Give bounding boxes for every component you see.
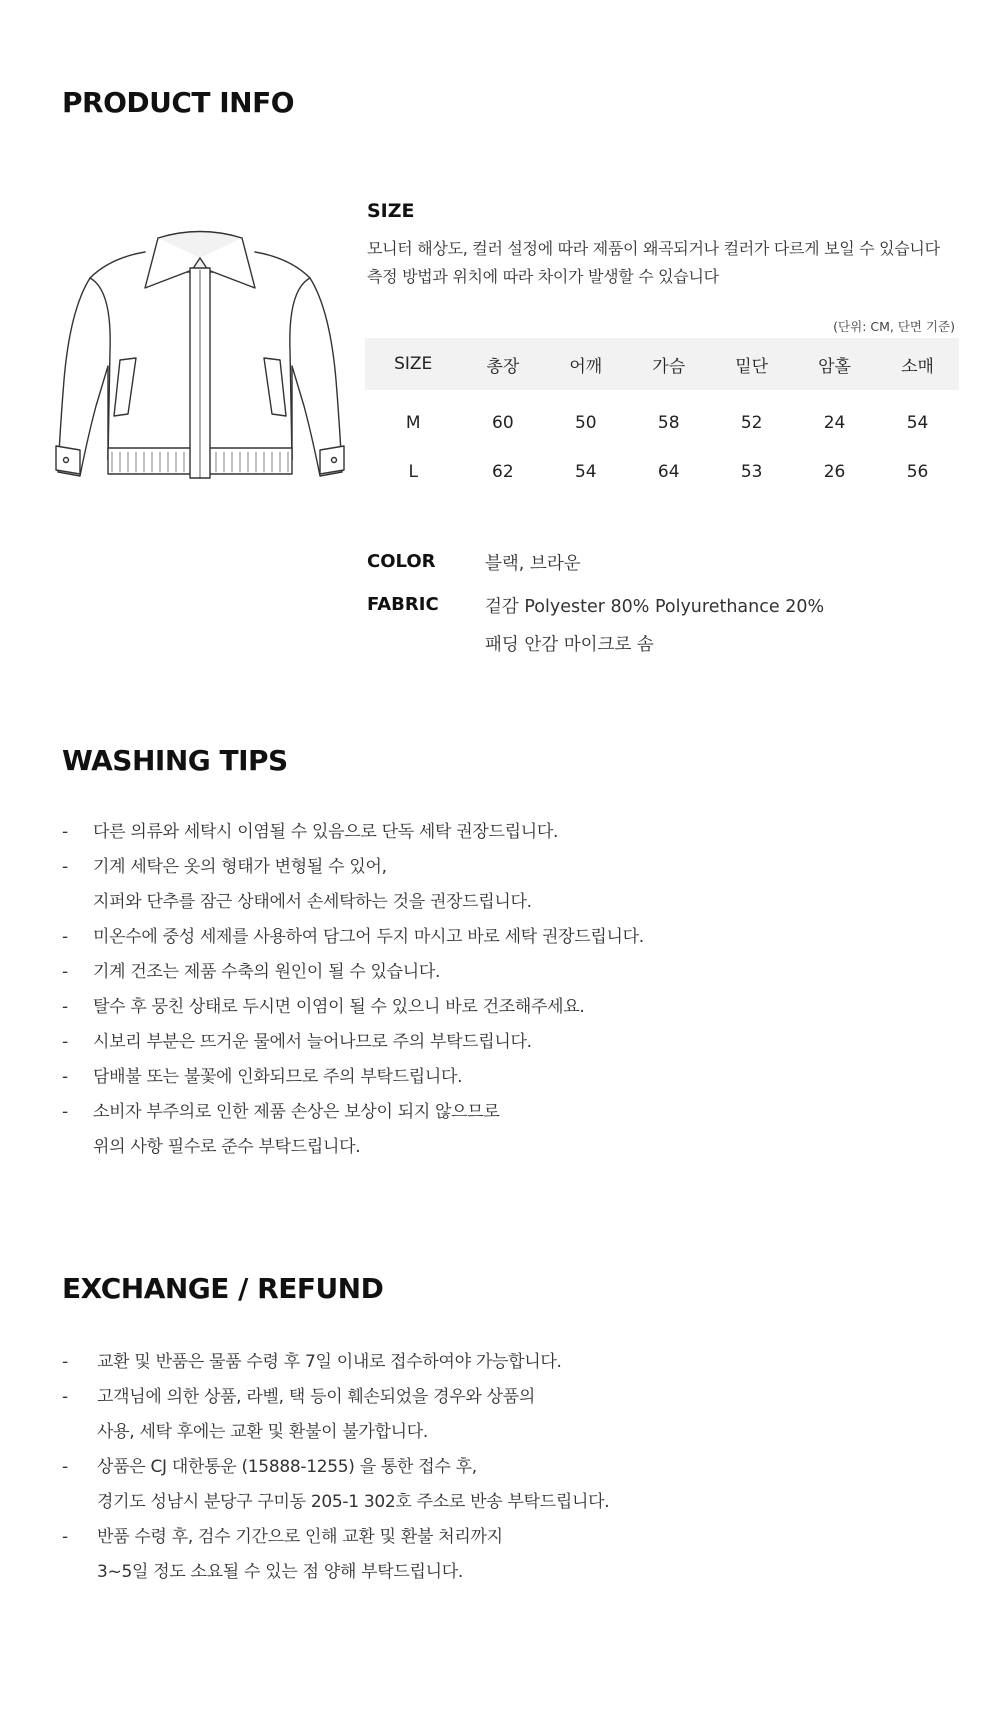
size-table-header: 어깨 xyxy=(544,338,627,390)
color-value: 블랙, 브라운 xyxy=(485,554,581,574)
fabric-line: 겉감 Polyester 80% Polyurethance 20% xyxy=(485,597,825,617)
list-item-line: 사용, 세탁 후에는 교환 및 환불이 불가합니다. xyxy=(97,1422,429,1442)
list-item-line: 경기도 성남시 분당구 구미동 205-1 302호 주소로 반송 부탁드립니다. xyxy=(97,1492,610,1512)
size-table-header-row xyxy=(365,338,959,390)
list-item xyxy=(62,1450,942,1520)
color-label: COLOR xyxy=(367,551,436,572)
size-notes xyxy=(367,235,940,291)
list-item-line: 반품 수령 후, 검수 기간으로 인해 교환 및 환불 처리까지 xyxy=(97,1527,503,1547)
list-item-line: 지퍼와 단추를 잠근 상태에서 손세탁하는 것을 권장드립니다. xyxy=(93,892,532,912)
list-item-line: 3~5일 정도 소요될 수 있는 점 양해 부탁드립니다. xyxy=(97,1562,464,1582)
table-cell: 50 xyxy=(574,412,597,433)
list-item xyxy=(62,1095,942,1165)
jacket-illustration-icon xyxy=(50,210,350,500)
size-table-header: 총장 xyxy=(461,338,544,390)
size-table-header: SIZE xyxy=(365,338,461,390)
list-item-line: 고객님에 의한 상품, 라벨, 택 등이 훼손되었을 경우와 상품의 xyxy=(97,1387,535,1407)
size-table-header: 암홀 xyxy=(793,338,876,390)
list-item-line: 상품은 CJ 대한통운 (15888-1255) 을 통한 접수 후, xyxy=(97,1457,477,1477)
size-heading: SIZE xyxy=(367,200,415,222)
table-cell: 54 xyxy=(906,412,929,433)
table-row xyxy=(365,447,959,496)
list-item-line: 미온수에 중성 세제를 사용하여 담그어 두지 마시고 바로 세탁 권장드립니다. xyxy=(93,927,644,947)
table-cell: L xyxy=(408,461,418,482)
dash-bullet: - xyxy=(62,1352,68,1372)
list-item-line: 교환 및 반품은 물품 수령 후 7일 이내로 접수하여야 가능합니다. xyxy=(97,1352,562,1372)
table-row xyxy=(365,390,959,447)
list-item xyxy=(62,990,942,1025)
list-item-line: 담배불 또는 불꽃에 인화되므로 주의 부탁드립니다. xyxy=(93,1067,463,1087)
dash-bullet: - xyxy=(62,1102,68,1122)
dash-bullet: - xyxy=(62,1032,68,1052)
dash-bullet: - xyxy=(62,1457,68,1477)
list-item xyxy=(62,920,942,955)
table-cell: 58 xyxy=(657,412,680,433)
list-item xyxy=(62,815,942,850)
dash-bullet: - xyxy=(62,1527,68,1547)
dash-bullet: - xyxy=(62,1387,68,1407)
table-cell: 54 xyxy=(574,461,597,482)
dash-bullet: - xyxy=(62,1067,68,1087)
product-info-heading: PRODUCT INFO xyxy=(62,86,295,119)
list-item xyxy=(62,850,942,920)
list-item-line: 시보리 부분은 뜨거운 물에서 늘어나므로 주의 부탁드립니다. xyxy=(93,1032,532,1052)
table-cell: 56 xyxy=(906,461,929,482)
list-item xyxy=(62,1025,942,1060)
list-item xyxy=(62,1060,942,1095)
table-cell: 60 xyxy=(492,412,514,433)
exchange-refund-list xyxy=(62,1345,942,1590)
list-item-line: 기계 세탁은 옷의 형태가 변형될 수 있어, xyxy=(93,857,387,877)
dash-bullet: - xyxy=(62,822,68,842)
list-item-line: 다른 의류와 세탁시 이염될 수 있음으로 단독 세탁 권장드립니다. xyxy=(93,822,559,842)
dash-bullet: - xyxy=(62,857,68,877)
list-item-line: 탈수 후 뭉친 상태로 두시면 이염이 될 수 있으니 바로 건조해주세요. xyxy=(93,997,585,1017)
table-cell: 64 xyxy=(657,461,680,482)
fabric-line: 패딩 안감 마이크로 솜 xyxy=(485,635,654,655)
dash-bullet: - xyxy=(62,997,68,1017)
list-item-line: 기계 건조는 제품 수축의 원인이 될 수 있습니다. xyxy=(93,962,441,982)
washing-tips-heading: WASHING TIPS xyxy=(62,744,288,777)
size-note: 측정 방법과 위치에 따라 차이가 발생할 수 있습니다 xyxy=(367,267,719,286)
table-cell: 52 xyxy=(740,412,763,433)
list-item xyxy=(62,1380,942,1450)
table-cell: 62 xyxy=(492,461,514,482)
list-item-line: 소비자 부주의로 인한 제품 손상은 보상이 되지 않으므로 xyxy=(93,1102,500,1122)
list-item-line: 위의 사항 필수로 준수 부탁드립니다. xyxy=(93,1137,361,1157)
list-item xyxy=(62,1520,942,1590)
size-table-header: 밑단 xyxy=(710,338,793,390)
dash-bullet: - xyxy=(62,962,68,982)
size-note: 모니터 해상도, 컬러 설정에 따라 제품이 왜곡되거나 컬러가 다르게 보일 수 있습니다 xyxy=(367,239,940,258)
dash-bullet: - xyxy=(62,927,68,947)
table-cell: 53 xyxy=(740,461,763,482)
table-cell: 24 xyxy=(823,412,846,433)
table-cell: 26 xyxy=(823,461,846,482)
table-cell: M xyxy=(405,412,421,433)
size-table-header: 가슴 xyxy=(627,338,710,390)
list-item xyxy=(62,1345,942,1380)
fabric-label: FABRIC xyxy=(367,594,439,615)
size-table-header: 소매 xyxy=(876,338,959,390)
washing-tips-list xyxy=(62,815,942,1165)
size-table xyxy=(365,338,959,496)
list-item xyxy=(62,955,942,990)
unit-note: (단위: CM, 단면 기준) xyxy=(833,319,955,334)
exchange-refund-heading: EXCHANGE / REFUND xyxy=(62,1272,384,1305)
